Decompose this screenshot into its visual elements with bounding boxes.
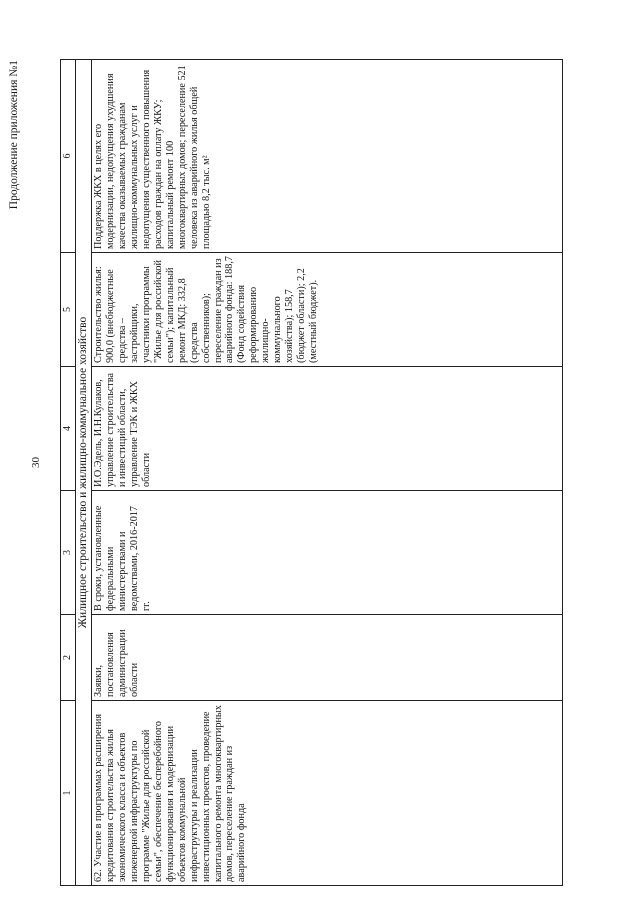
column-header-6: 6 bbox=[61, 60, 76, 253]
table-row bbox=[92, 60, 563, 886]
cell-deadline: В сроки, установленные федеральными министерствами и ведомствами, 2016-2017 гг. bbox=[92, 491, 563, 615]
cell-expected-result: Поддержка ЖКХ в целях его модернизации, недопущения ухудшения качества оказываемых гражданам жилищно-коммунальных услуг и недопущения существенного повышения расходов граждан на оплату ЖКУ; капитальный ремонт 100 многоквартирных домов; переселение 521 человека из аварийного жилья общей площадью 8,2 тыс. м² bbox=[92, 60, 563, 253]
section-title: Жилищное строительство и жилищно-коммунальное хозяйство bbox=[75, 60, 91, 886]
cell-measure: 62. Участие в программах расширения кредитования строительства жилья экономического класса и объектов инженерной инфраструктуры по программе "Жилье для российской семьи", обеспечение бесперебойного функционирования и модернизации объектов коммунальной инфраструктуры и реализации инвестиционных проектов, проведение капитального ремонта многоквартирных домов, переселение граждан из аварийного фонда bbox=[92, 701, 563, 886]
column-header-3: 3 bbox=[61, 491, 76, 615]
column-number-row bbox=[61, 60, 76, 886]
continuation-header: Продолжение приложения №1 bbox=[8, 60, 20, 210]
rotated-landscape-frame bbox=[8, 60, 615, 886]
cell-funding: Строительство жилья: 900,0 (внебюджетные средства – застройщики, участники программы "Жилье для российской семьи"); капитальный ремонт МКД: 332,8 (средства собственников); переселение граждан из аварийного фонда: 188,7 (Фонд содействия реформированию жилищно-коммунального хозяйства); 158,7 (бюджет области); 2,2 (местный бюджет). bbox=[92, 253, 563, 367]
cell-responsible: И.О.Эдель, И.Н.Кулаков, управление строительства и инвестиций области, управление ТЭК и ЖКХ области bbox=[92, 367, 563, 491]
column-header-4: 4 bbox=[61, 367, 76, 491]
section-row bbox=[75, 60, 91, 886]
page-number: 30 bbox=[30, 457, 42, 468]
column-header-1: 1 bbox=[61, 701, 76, 886]
column-header-2: 2 bbox=[61, 615, 76, 701]
measures-table bbox=[60, 59, 563, 886]
column-header-5: 5 bbox=[61, 253, 76, 367]
cell-documents: Заявки, постановления администрации области bbox=[92, 615, 563, 701]
